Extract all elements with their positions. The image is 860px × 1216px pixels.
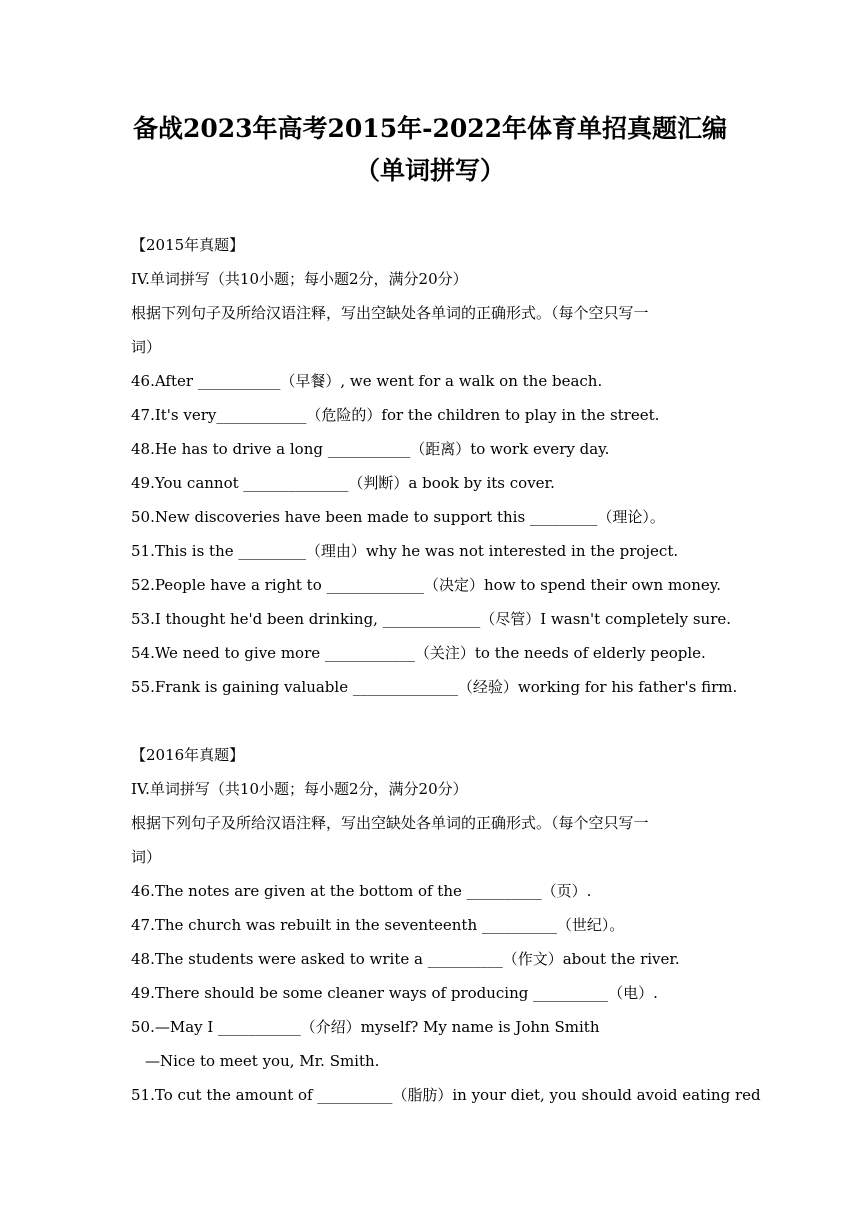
- section-directions-2016-line-2: 词）: [131, 848, 162, 866]
- question-2015-53: 53.I thought he'd been drinking, _____________（尽管）I wasn't completely sure.: [131, 610, 732, 628]
- question-2015-48: 48.He has to drive a long ___________（距离）to work every day.: [131, 440, 610, 458]
- question-2016-48: 48.The students were asked to write a __________（作文）about the river.: [131, 950, 680, 968]
- question-2016-51: 51.To cut the amount of __________（脂肪）in your diet, you should avoid eating red: [131, 1086, 761, 1104]
- section-instruction-2016: IV.单词拼写（共10小题；每小题2分，满分20分）: [131, 780, 468, 798]
- question-2016-50-reply: —Nice to meet you, Mr. Smith.: [145, 1052, 380, 1070]
- section-heading-2016: 【2016年真题】: [131, 746, 245, 764]
- section-directions-2015-line-1: 根据下列句子及所给汉语注释，写出空缺处各单词的正确形式。（每个空只写一: [131, 304, 649, 322]
- document-body: [131, 228, 761, 1112]
- question-2016-47: 47.The church was rebuilt in the seventeenth __________（世纪）。: [131, 916, 625, 934]
- section-spacer: [131, 704, 736, 738]
- document-title-line-1: 备战2023年高考2015年-2022年体育单招真题汇编: [132, 114, 728, 143]
- question-2015-55: 55.Frank is gaining valuable ______________（经验）working for his father's firm.: [131, 678, 738, 696]
- section-directions-2016-line-1: 根据下列句子及所给汉语注释，写出空缺处各单词的正确形式。（每个空只写一: [131, 814, 649, 832]
- question-2015-46: 46.After ___________（早餐）, we went for a walk on the beach.: [131, 372, 603, 390]
- section-directions-2015-line-2: 词）: [131, 338, 162, 356]
- question-2015-47: 47.It's very____________（危险的）for the children to play in the street.: [131, 406, 660, 424]
- section-heading-2015: 【2015年真题】: [131, 236, 245, 254]
- question-2015-50: 50.New discoveries have been made to support this _________（理论）。: [131, 508, 665, 526]
- question-2015-52: 52.People have a right to _____________（决定）how to spend their own money.: [131, 576, 721, 594]
- question-2015-51: 51.This is the _________（理由）why he was not interested in the project.: [131, 542, 679, 560]
- question-2016-46: 46.The notes are given at the bottom of the __________（页）.: [131, 882, 592, 900]
- question-2016-49: 49.There should be some cleaner ways of producing __________（电）.: [131, 984, 658, 1002]
- section-instruction-2015: IV.单词拼写（共10小题；每小题2分，满分20分）: [131, 270, 468, 288]
- document-title-line-2: （单词拼写）: [354, 156, 505, 185]
- question-2015-49: 49.You cannot ______________（判断）a book by its cover.: [131, 474, 555, 492]
- question-2015-54: 54.We need to give more ____________（关注）to the needs of elderly people.: [131, 644, 706, 662]
- question-2016-50: 50.—May I ___________（介绍）myself? My name is John Smith: [131, 1018, 600, 1036]
